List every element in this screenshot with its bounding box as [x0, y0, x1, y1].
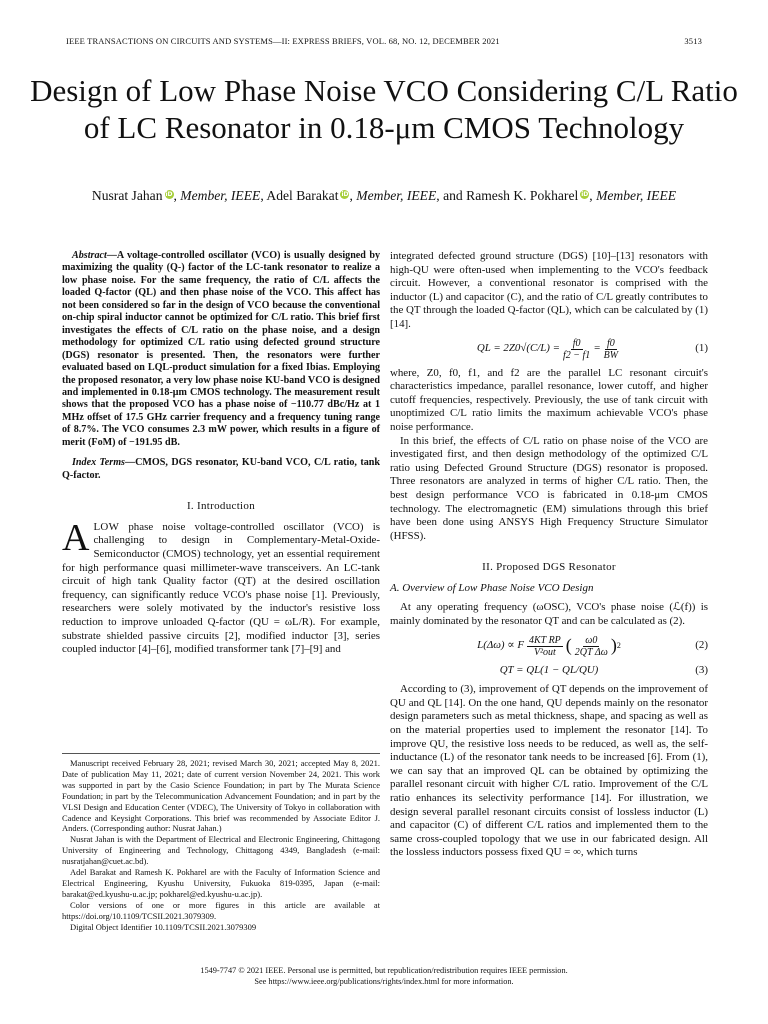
right-column [390, 250, 708, 860]
footnotes [62, 753, 380, 933]
subsection-heading: A. Overview of Low Phase Noise VCO Design [390, 581, 594, 594]
copyright-notice [0, 966, 768, 987]
index-terms [62, 457, 380, 482]
equation-lhs: QL = 2Z0√(C/L) = [476, 342, 560, 355]
journal-name: IEEE TRANSACTIONS ON CIRCUITS AND SYSTEMS—II: EXPRESS BRIEFS, VOL. 68, NO. 12, DECEMBER 2021 [66, 36, 500, 46]
author-line: Nusrat Jahan iD, Member, IEEE, Adel Barakat iD, Member, IEEE, and Ramesh K. Pokharel iD, Member, IEEE [91, 188, 677, 203]
paragraph: where, Z0, f0, f1, and f2 are the parallel LC resonant circuit's characteristics impedance, parallel resonance, lower cutoff, and higher cutoff frequencies, respectively. Previously, the use of tank circuit with unoptimized C/L ratio limits the maximum achievable VCO's phase noise performance. [390, 366, 708, 433]
equation-number: (1) [695, 342, 708, 355]
running-header [66, 36, 702, 46]
author-role: Member, IEEE [180, 188, 261, 203]
introduction-text: phase noise voltage-controlled oscillator (VCO) is challenging to design in Complementary-Metal-Oxide-Semiconductor (CMOS) technology, yet an essential requirement for high performance quasi millimeter-wave transceivers. An LC-tank circuit of high tank Quality factor (QT) at the desired oscillation frequency, can significantly reduce VCO's phase noise [1]. Previously, researchers were solely motivated by the inductor's resistive loss reduction to improve unloaded Q-factor (QU = ωL/R). For example, substrate shielded passive circuits [2], modified inductor [3], series coupled inductor [4]–[6], modified transformer tank [7]–[9] and [62, 520, 380, 656]
paragraph: integrated defected ground structure (DGS) [10]–[13] resonators with high-QU were often-used when implementing to the VCO's feedback circuit. However, a conventional resonator is comprised with the inductor (L) and capacitor (C), and the ratio of C/L greatly contributes to the QT through the loaded Q-factor (QL), which can be calculated by (1) [14]. [390, 250, 708, 330]
orcid-icon[interactable]: iD [581, 191, 589, 198]
lead-word: LOW [93, 520, 120, 533]
equation-lhs: L(Δω) ∝ F [477, 639, 525, 652]
author-name: Adel Barakat [266, 188, 339, 203]
page-number: 3513 [684, 36, 702, 46]
author-role: Member, IEEE [596, 188, 677, 203]
footnote-color-versions[interactable]: Color versions of one or more figures in this article are available at https://doi.org/10.1109/TCSII.2021.3079309. [62, 899, 380, 921]
equation-3 [390, 664, 708, 678]
abstract-label: Abstract [72, 250, 107, 261]
orcid-icon[interactable]: iD [165, 191, 173, 198]
equation-number: (2) [695, 639, 708, 652]
equation-body: QT = QL(1 − QL/QU) [499, 663, 599, 676]
footnote-author-affiliation: Adel Barakat and Ramesh K. Pokharel are with the Faculty of Information Science and Electrical Engineering, Kyushu University, Fukuoka 819-0395, Japan (e-mail: barakat@ed.kyushu-u.ac.jp; pokharel@ed.kyushu-u.ac.jp). [62, 867, 380, 899]
left-column [62, 250, 380, 657]
footnote-doi: Digital Object Identifier 10.1109/TCSII.2021.3079309 [70, 921, 257, 932]
paper-title: Design of Low Phase Noise VCO Considering C/L Ratio of LC Resonator in 0.18-μm CMOS Technology [30, 73, 738, 145]
footnote-author-affiliation: Nusrat Jahan is with the Department of Electrical and Electronic Engineering, Chittagong University of Engineering and Technology, Chittagong 4349, Bangladesh (e-mail: nusratjahan@cuet.ac.bd). [62, 834, 380, 867]
equation-1: QL = 2Z0√(C/L) = $\frac{f0}{f2 - f1}$ = $\frac{f0}{BW}$ (1) [476, 337, 708, 361]
paragraph: In this brief, the effects of C/L ratio on phase noise of the VCO are investigated first, and then design methodology of the optimized C/L ratio using Defected Ground Structure (DGS) resonator is proposed. Three resonators are analyzed in terms of higher C/L ratio. Then, the best design performance VCO is fabricated in 0.18-μm CMOS technology. The electromagnetic (EM) simulations through this brief have been done using ANSYS High Frequency Structure Simulator (HFSS). [390, 434, 708, 542]
abstract [62, 250, 380, 449]
author-role: Member, IEEE [356, 188, 437, 203]
footnote-manuscript: Manuscript received February 28, 2021; revised March 30, 2021; accepted May 8, 2021. Date of publication May 11, 2021; date of current version November 24, 2021. This work was supported in part by the Casio Science Foundation; in part by The Murata Science Foundation; in part by the Telecommunication Advancement Foundation; and in part by the VLSI Design and Education Center (VDEC), The University of Tokyo in collaboration with Cadence and Keysight Corporations. This brief was recommended by Associate Editor J. Anders. (Corresponding author: Nusrat Jahan.) [62, 758, 380, 834]
abstract-text: —A voltage-controlled oscillator (VCO) is usually designed by maximizing the quality (Q-) factor of the LC-tank resonator to realize a low phase noise. For the same frequency, the ratio of C/L affects the loaded Q-factor (QL) and then phase noise of the VCO. This affect has not been considered so far in the design of VCO because the conventional on-chip spiral inductor cannot be optimized for C/L ratio. This brief first investigates the effects of C/L ratio on the phase noise, and a design methodology for optimized C/L ratio using defected ground structure (DGS) resonator is presented. Then, the resonators were further evaluated based on LQL-product simulation for a fixed Ibias. Employing the proposed resonator, a very low phase noise KU-band VCO is designed and implemented in 0.18-μm CMOS technology. The measurement result shows that the proposed VCO has a phase noise of −110.77 dBc/Hz at 1 MHz offset of 17.5 GHz carrier frequency and a frequency tuning range of 8.7%. The VCO consumes 2.3 mW power, which results in a figure of merit (FoM) of −191.95 dB. [62, 250, 380, 448]
paragraph: At any operating frequency (ωOSC), VCO's phase noise (ℒ(f)) is mainly dominated by the resonator QT and can be calculated as (2). [390, 601, 708, 628]
fraction: $\frac{f0}{f2 - f1}$ [563, 337, 591, 361]
author-name: Ramesh K. Pokharel [466, 188, 579, 203]
author-name: Nusrat Jahan [91, 188, 163, 203]
orcid-icon[interactable]: iD [341, 191, 349, 198]
equation-2: L(Δω) ∝ F $\frac{\text{4KT RP}}{\text{V²out}}$ ( $\frac{\omega 0}{\text{2QT Δω}}$ ) 2 (2) [477, 634, 708, 658]
paragraph: According to (3), improvement of QT depends on the improvement of QU and QL [14]. On the one hand, QU depends mainly on the resonator design parameters such as metal thickness, shape, and spacing as well as on the material properties used to implement the resonator [14]. To improve QU, the resistive loss needs to be reduced, as well as, the self-inductance (L) of the resonator tank needs to be increased [6]. From (1), we can say that an improved QL can be obtained by optimizing the parallel resonant circuit with higher C/L ratio. Improvement of the C/L ratio enhances its selectivity performance [14]. For illustration, we design several parallel resonant circuits consist of lossless inductor (L) and capacitor (C) of different C/L ratios and implemented them to the same cross-coupled topology that we use in our fabricated design. All the lossless inductors possess fixed QU = ∞, which turns [390, 683, 708, 859]
fraction: $\frac{f0}{BW}$ [603, 337, 619, 361]
index-terms-text: —CMOS, DGS resonator, KU-band VCO, C/L ratio, tank Q-factor. [62, 457, 380, 481]
fraction: $\frac{\text{4KT RP}}{\text{V²out}}$ [529, 634, 561, 658]
index-terms-label: Index Terms [72, 457, 125, 469]
copyright-line: 1549-7747 © 2021 IEEE. Personal use is permitted, but republication/redistribution requires IEEE permission. [200, 966, 568, 975]
section-heading-introduction: I. Introduction [186, 500, 256, 513]
drop-cap: A [62, 516, 90, 559]
rights-link-line[interactable]: See https://www.ieee.org/publications/rights/index.html for more information. [254, 976, 514, 986]
fraction: $\frac{\omega 0}{\text{2QT Δω}}$ [574, 634, 608, 658]
section-heading-proposed-dgs: II. Proposed DGS Resonator [482, 561, 616, 574]
introduction-paragraph [62, 516, 380, 657]
exponent: 2 [616, 641, 621, 651]
equation-number: (3) [695, 663, 708, 676]
